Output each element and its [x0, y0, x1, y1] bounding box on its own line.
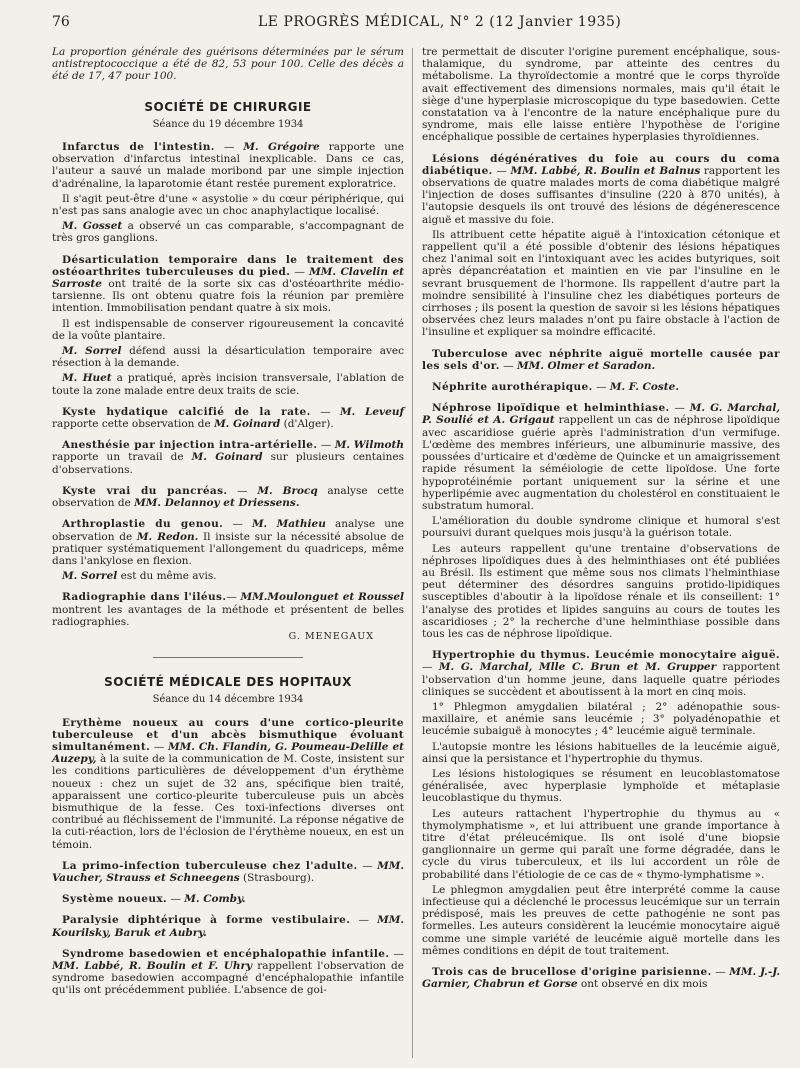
entry-continuation [422, 46, 780, 144]
column-divider [412, 48, 413, 1058]
entry-authors: MM. Kourilsky, Baruk et Aubry. [52, 914, 404, 939]
entry-paragraph: Le phlegmon amygdalien peut être interprété comme la cause infectieuse qui a déclenché le processus leucémique sur un terrain prédisposé, mais les preuves de cette pathogénie ne sont pas formelles. Les auteurs considèrent la leucémie monocytaire aiguë comme une simple variété de leucémie aiguë mortelle dans les mêmes conditions en dépit de tout traitement. [422, 883, 780, 957]
entry-title: Hypertrophie du thymus. Leucémie monocytaire aiguë. [432, 649, 780, 662]
entry-anesthesie: Anesthésie par injection intra-artérielle. — M. Wilmoth rapporte un travail de M. Goinard sur plusieurs centaines d'observations. [52, 439, 404, 476]
entry-title: Lésions dégénératives du foie au cours du coma diabétique. [422, 152, 780, 177]
entry-text: ont observé en dix mois [580, 978, 708, 991]
entry-authors: MM. Delannoy et Driessens. [134, 497, 300, 510]
entry-authors: MM.Moulonguet et Roussel [240, 591, 404, 604]
entry-authors: M. Comby. [184, 893, 246, 906]
entry-title: Trois cas de brucellose d'origine parisienne. [432, 966, 712, 979]
entry-erytheme: Erythème noueux au cours d'une cortico-pleurite tuberculeuse et d'un abcès bismuthique évoluant simultanément. — MM. Ch. Flandin, G. Poumeau-Delille et Auzepy, à la suite de la communication de M. Coste, insistent sur les conditions particulières de développement d'un érythème noueux : chez un sujet de 32 ans, spécifique bien traité, apparaissent une cortico-pleurite tuberculeuse puis un abcès bismuthique de la fesse. Ces toxi-infections diverses ont contribué au fléchissement de l'immunité. La réponse négative de la cuti-réaction, lors de l'éclosion de l'érythème noueux, en est un témoin. [52, 716, 404, 851]
entry-title: Paralysie diphtérique à forme vestibulaire. [62, 914, 351, 927]
entry-title: Kyste vrai du pancréas. [62, 484, 228, 497]
section-title-chirurgie: SOCIÉTÉ DE CHIRURGIE [144, 99, 312, 114]
entry-arthroplastie: Arthroplastie du genou. — M. Mathieu analyse une observation de M. Redon. Il insiste sur la nécessité absolue de pratiquer systématiquement l'allongement du quadriceps, même dans l'ankylose en flexion. M. Sorrel est du même avis. [52, 518, 404, 583]
entry-authors: MM. Vaucher, Strauss et Schneegens [52, 859, 404, 884]
entry-authors: MM. Olmer et Saradon. [516, 359, 656, 372]
entry-text: analyse cette observation de [52, 484, 404, 510]
entry-title: Radiographie dans l'iléus. [62, 591, 227, 604]
entry-text: montrent les avantages de la méthode et présentent de belles radiographies. [52, 603, 404, 628]
session-date-hopitaux: Séance du 14 décembre 1934 [152, 694, 304, 706]
entry-authors: M. Huet [62, 372, 112, 385]
entry-paragraph: 1° Phlegmon amygdalien bilatéral ; 2° adénopathie sous-maxillaire, et anémie sans leucémie ; 3° polyadénopathie et leucémie subaiguë à monocytes ; 4° leucémie aiguë terminale. [422, 700, 780, 738]
entry-paragraph: Les lésions histologiques se résument en leucoblastomatose généralisée, avec hyperplasie lymphoïde et métaplasie leucoblastique du thymus. [422, 767, 780, 805]
entry-authors: M. F. Coste. [609, 381, 679, 394]
section-separator [153, 657, 303, 658]
entry-text: rapporte cette observation de [52, 418, 211, 431]
entry-text: (Strasbourg). [243, 871, 315, 884]
entry-brucellose: Trois cas de brucellose d'origine parisienne. — MM. J.-J. Garnier, Chabrun et Gorse ont observé en dix mois [422, 966, 781, 991]
entry-paragraph: Il est indispensable de conserver rigoureusement la concavité de la voûte plantaire. [52, 317, 404, 342]
entry-title: La primo-infection tuberculeuse chez l'adulte. [62, 859, 358, 872]
right-column [422, 46, 780, 1068]
entry-authors: M. Goinard [191, 451, 263, 464]
entry-text: analyse une observation de [52, 518, 404, 543]
entry-authors: M. Grégoire [243, 141, 320, 154]
entry-authors: MM. Labbé, R. Boulin et F. Uhry [52, 959, 253, 972]
entry-kyste-pancreas: Kyste vrai du pancréas. — M. Brocq analyse cette observation de MM. Delannoy et Driessens. [52, 484, 404, 510]
entry-syndrome: Syndrome basedowien et encéphalopathie infantile. — MM. Labbé, R. Boulin et F. Uhry rappellent l'observation de syndrome basedowien accompagné d'encéphalopathie infantile qu'ils ont précédemment publiée. L'absence de goi- [52, 947, 404, 997]
entry-lesions: Lésions dégénératives du foie au cours du coma diabétique. — MM. Labbé, R. Boulin et Balnus rapportent les observations de quatre malades morts de coma diabétique malgré l'injection de doses suffisantes d'insuline (220 à 870 unités), à l'autopsie desquels ils ont trouvé des lésions de dégénerescence aiguë et massive du foie. Ils attribuent cette hépatite aiguë à l'intoxication cétonique et rappellent qu'il a été possible d'obtenir des lésions hépatiques chez l'animal soit en l'intoxiquant avec les acides butyriques, soit après dépancréatation et maintien en vie par l'insuline en le sevrant brusquement de l'hormone. Ils rappellent d'autre part la moindre sensibilité à l'insuline chez les diabétiques porteurs de cirrhoses ; ils posent la question de savoir si les lésions hépatiques observées chez leurs malades n'ont pu faire obstacle à l'action de l'insuline et expliquer sa moindre efficacité. [422, 152, 780, 339]
entry-text: (d'Alger). [283, 418, 334, 431]
entry-text: ont traité de la sorte six cas d'ostéoarthrite médio-tarsienne. Ils ont obtenu quatre fois la réunion par première intention. Immobilisation pendant quatre à six mois. [52, 278, 404, 315]
entry-authors: M. Sorrel [62, 345, 122, 358]
entry-desarticulation: Désarticulation temporaire dans le traitement des ostéoarthrites tuberculeuses du pied. — MM. Clavelin et Sarroste ont traité de la sorte six cas d'ostéoarthrite médio-tarsienne. Ils ont obtenu quatre fois la réunion par première intention. Immobilisation pendant quatre à six mois. Il est indispensable de conserver rigoureusement la concavité de la voûte plantaire. M. Sorrel défend aussi la désarticulation temporaire avec résection à la demande. M. Huet a pratiqué, après incision transversale, l'ablation de toute la zone malade entre deux traits de scie. [52, 253, 404, 397]
serum-note: La proportion générale des guérisons déterminées par le sérum antistreptococcique a été de 82, 53 pour 100. Celle des décès a été de 17, 47 pour 100. [52, 46, 404, 83]
entry-paragraph: Les auteurs rattachent l'hypertrophie du thymus au « thymolymphatisme », et lui attribuent une grande importance à titre d'état préleucémique. Ils ont isolé d'une biopsie ganglionnaire un germe qui paraît une forme dégradée, dans le cycle du virus tuberculeux, et ils lui accordent un rôle de probabilité dans l'étiologie de ce cas de « thymo-lymphatisme ». [422, 807, 780, 881]
entry-authors: M. Leveuf [339, 405, 404, 418]
entry-paralysie: Paralysie diphtérique à forme vestibulaire. — MM. Kourilsky, Baruk et Aubry. [52, 914, 404, 939]
entry-authors: M. Brocq [257, 484, 318, 497]
entry-systeme-noueux: Système noueux. — M. Comby. [62, 893, 246, 906]
entry-authors: MM. Clavelin et Sarroste [52, 265, 404, 291]
session-date-chirurgie: Séance du 19 décembre 1934 [152, 118, 304, 130]
entry-title: Syndrome basedowien et encéphalopathie infantile. [62, 947, 390, 960]
entry-text: à la suite de la communication de M. Coste, insistent sur les conditions particulières de développement d'un érythème noueux : chez un sujet de 32 ans, spécifique bien traité, apparaissent une cortico-pleurite tuberculeuse puis un abcès bismuthique de la fesse. Ces toxi-infections diverses ont contribué au fléchissement de l'immunité. La réponse négative de la cuti-réaction, lors de l'éclosion de l'érythème noueux, en est un témoin. [52, 753, 404, 851]
entry-text: rappellent l'observation de syndrome basedowien accompagné d'encéphalopathie infantile qu'ils ont précédemment publiée. L'absence de goi- [52, 959, 404, 997]
entry-authors: M. G. Marchal, P. Soulié et A. Grigaut [422, 402, 780, 427]
entry-kyste-hydatique: Kyste hydatique calcifié de la rate. — M. Leveuf rapporte cette observation de M. Goinard (d'Alger). [52, 405, 404, 431]
entry-authors: M. Gosset [62, 220, 123, 233]
entry-title: Tuberculose avec néphrite aiguë mortelle causée par les sels d'or. [422, 347, 780, 372]
entry-nephrite: Néphrite aurothérapique. — M. F. Coste. [432, 381, 679, 394]
entry-paragraph: L'amélioration du double syndrome clinique et humoral s'est poursuivi durant quelques mois jusqu'à la guérison totale. [422, 515, 780, 540]
entry-title: Néphrite aurothérapique. [432, 381, 593, 394]
entry-text: sur plusieurs centaines d'observations. [52, 451, 404, 476]
left-column [52, 46, 404, 1068]
entry-text: a pratiqué, après incision transversale, l'ablation de toute la zone malade entre deux traits de scie. [52, 372, 404, 397]
signature: G. MENEGAUX [288, 630, 374, 642]
entry-text: est du même avis. [120, 570, 217, 583]
entry-text: rapportent l'observation d'un homme jeune, dans laquelle quatre périodes cliniques se succèdent et aboutissent à la mort en cinq mois. [422, 661, 780, 698]
entry-title: Système noueux. [62, 893, 168, 906]
entry-authors: M. Redon. [136, 530, 199, 543]
entry-paragraph: tre permettait de discuter l'origine purement encéphalique, sous-thalamique, du syndrome, par atteinte des centres du métabolisme. La thyroïdectomie a montré que le corps thyroïde avait effectivement des dimensions normales, mais qu'il était le siège d'une hyperplasie microscopique du type basedowien. Cette constatation va à l'encontre de la nature encéphalique pure du syndrome, mais elle laisse entière l'hypothèse de l'origine encéphalique possible de certaines hyperplasies thyroïdiennes. [422, 46, 780, 144]
entry-text: défend aussi la désarticulation temporaire avec résection à la demande. [52, 345, 404, 370]
entry-text: rappellent un cas de néphrose lipoïdique avec ascaridiose guérie après l'administration d'un vermifuge. L'œdème des membres inférieurs, une albuminurie massive, des poussées d'urticaire et d'œdème de Quincke et un amaigrissement rapide résument la séméiologie de cette lipoïdose. Une forte hypoprotéinémie portant uniquement sur la sérine et une hyperlipémie avec augmentation du cholestérol en constituaient le substratum humoral. [422, 414, 780, 512]
entry-primo-infection: La primo-infection tuberculeuse chez l'adulte. — MM. Vaucher, Strauss et Schneegens (Strasbourg). [52, 859, 404, 884]
entry-infarctus: Infarctus de l'intestin. — M. Grégoire rapporte une observation d'infarctus intestinal inexplicable. Dans ce cas, l'auteur a sauvé un malade moribond par une simple injection d'adrénaline, la laparotomie étant restée purement exploratrice. Il s'agit peut-être d'une « asystolie » du cœur périphérique, qui n'est pas sans analogie avec un choc anaphylactique localisé. M. Gosset a observé un cas comparable, s'accompagnant de très gros ganglions. [52, 141, 405, 245]
entry-hypertrophie: Hypertrophie du thymus. Leucémie monocytaire aiguë. — M. G. Marchal, Mlle C. Brun et M. Grupper rapportent l'observation d'un homme jeune, dans laquelle quatre périodes cliniques se succèdent et aboutissent à la mort en cinq mois. 1° Phlegmon amygdalien bilatéral ; 2° adénopathie sous-maxillaire, et anémie sans leucémie ; 3° polyadénopathie et leucémie subaiguë à monocytes ; 4° leucémie aiguë terminale. L'autopsie montre les lésions habituelles de la leucémie aiguë, ainsi que la persistance et l'hypertrophie du thymus. Les lésions histologiques se résument en leucoblastomatose généralisée, avec hyperplasie lymphoïde et métaplasie leucoblastique du thymus. Les auteurs rattachent l'hypertrophie du thymus au « thymolymphatisme », et lui attribuent une grande importance à titre d'état préleucémique. Ils ont isolé d'une biopsie ganglionnaire un germe qui paraît une forme dégradée, dans le cycle du virus tuberculeux, et ils lui accordent un rôle de probabilité dans l'étiologie de ce cas de « thymo-lymphatisme ». Le phlegmon amygdalien peut être interprété comme la cause infectieuse qui a déclenché le processus leucémique sur un terrain prédisposé, mais les preuves de cette pathogénie ne sont pas formelles. Les auteurs considèrent la leucémie monocytaire aiguë comme une simple variété de leucémie aiguë mortelle dans les mêmes conditions en dépit de tout traitement. [422, 649, 780, 957]
section-title-hopitaux: SOCIÉTÉ MÉDICALE DES HOPITAUX [104, 675, 352, 690]
entry-text: Il insiste sur la nécessité absolue de pratiquer systématiquement l'allongement du quadriceps, même dans l'ankylose en flexion. [52, 530, 404, 567]
entry-nephrose: Néphrose lipoïdique et helminthiase. — M. G. Marchal, P. Soulié et A. Grigaut rappellent un cas de néphrose lipoïdique avec ascaridiose guérie après l'administration d'un vermifuge. L'œdème des membres inférieurs, une albuminurie massive, des poussées d'urticaire et d'œdème de Quincke et un amaigrissement rapide résument la séméiologie de cette lipoïdose. Une forte hypoprotéinémie portant uniquement sur la sérine et une hyperlipémie avec augmentation du cholestérol en constituaient le substratum humoral. L'amélioration du double syndrome clinique et humoral s'est poursuivi durant quelques mois jusqu'à la guérison totale. Les auteurs rappellent qu'une trentaine d'observations de néphroses lipoïdiques dues à des helminthiases ont été publiées au Brésil. Ils estiment que même sous nos climats l'helminthiase peut déterminer des désordres sanguins protido-lipidiques susceptibles d'aboutir à la lipoïdose rénale et ils conseillent: 1° l'analyse des protides et lipides sanguins au cours de toutes les ascaridioses ; 2° la recherche d'une helminthiase possible dans tous les cas de néphrose lipoïdique. [422, 402, 780, 640]
entry-paragraph: Il s'agit peut-être d'une « asystolie » du cœur périphérique, qui n'est pas sans analogie avec un choc anaphylactique localisé. [52, 192, 404, 218]
running-title: LE PROGRÈS MÉDICAL, N° 2 (12 Janvier 1935) [258, 14, 622, 30]
entry-title: Kyste hydatique calcifié de la rate. [62, 405, 311, 418]
entry-radiographie: Radiographie dans l'iléus.— MM.Moulonguet et Roussel montrent les avantages de la méthode et présentent de belles radiographies. G. MENEGAUX [52, 591, 404, 642]
entry-paragraph: L'autopsie montre les lésions habituelles de la leucémie aiguë, ainsi que la persistance et l'hypertrophie du thymus. [422, 740, 780, 765]
entry-title: Infarctus de l'intestin. [62, 141, 215, 154]
entry-tuberculose: Tuberculose avec néphrite aiguë mortelle causée par les sels d'or. — MM. Olmer et Saradon. [422, 347, 780, 372]
entry-paragraph: Les auteurs rappellent qu'une trentaine d'observations de néphroses lipoïdiques dues à des helminthiases ont été publiées au Brésil. Ils estiment que même sous nos climats l'helminthiase peut déterminer des désordres sanguins protido-lipidiques susceptibles d'aboutir à la lipoïdose rénale et ils conseillent: 1° l'analyse des protides et lipides sanguins au cours de toutes les ascaridioses ; 2° la recherche d'une helminthiase possible dans tous les cas de néphrose lipoïdique. [422, 542, 780, 640]
entry-paragraph: Ils attribuent cette hépatite aiguë à l'intoxication cétonique et rappellent qu'il a été possible d'obtenir des lésions hépatiques chez l'animal soit en l'intoxiquant avec les acides butyriques, soit après dépancréatation et maintien en vie par l'insuline en le sevrant brusquement de l'hormone. Ils rappellent d'autre part la moindre sensibilité à l'insuline chez les diabétiques porteurs de cirrhoses ; ils posent la question de savoir si les lésions hépatiques observées chez leurs malades n'ont pu faire obstacle à l'action de l'insuline et expliquer sa moindre efficacité. [422, 228, 780, 339]
entry-text: rapporte un travail de [52, 451, 184, 464]
entry-authors: M. G. Marchal, Mlle C. Brun et M. Grupper [438, 661, 717, 674]
entry-authors: MM. Labbé, R. Boulin et Balnus [510, 164, 701, 177]
entry-text: a observé un cas comparable, s'accompagnant de très gros ganglions. [52, 220, 405, 245]
entry-authors: MM. J.-J. Garnier, Chabrun et Gorse [422, 966, 781, 991]
entry-authors: M. Wilmoth [334, 439, 404, 452]
entry-authors: M. Mathieu [251, 518, 326, 531]
entry-text: rapportent les observations de quatre malades morts de coma diabétique malgré l'injection de doses suffisantes d'insuline (220 à 870 unités), à l'autopsie desquels ils ont trouvé des lésions de dégénerescence aiguë et massive du foie. [422, 164, 780, 226]
entry-title: Anesthésie par injection intra-artérielle. [62, 439, 318, 452]
entry-title: Erythème noueux au cours d'une cortico-pleurite tuberculeuse et d'un abcès bismuthique évoluant simultanément. [52, 716, 404, 753]
entry-title: Arthroplastie du genou. [62, 518, 224, 531]
entry-text: rapporte une observation d'infarctus intestinal inexplicable. Dans ce cas, l'auteur a sauvé un malade moribond par une simple injection d'adrénaline, la laparotomie étant restée purement exploratrice. [52, 141, 404, 190]
entry-title: Désarticulation temporaire dans le traitement des ostéoarthrites tuberculeuses du pied. [52, 253, 404, 278]
entry-title: Néphrose lipoïdique et helminthiase. [432, 402, 670, 415]
page-number: 76 [52, 14, 70, 30]
entry-authors: M. Goinard [214, 418, 281, 431]
entry-authors: M. Sorrel [62, 570, 118, 583]
page-header [0, 0, 800, 40]
entry-authors: MM. Ch. Flandin, G. Poumeau-Delille et Auzepy, [52, 740, 404, 766]
